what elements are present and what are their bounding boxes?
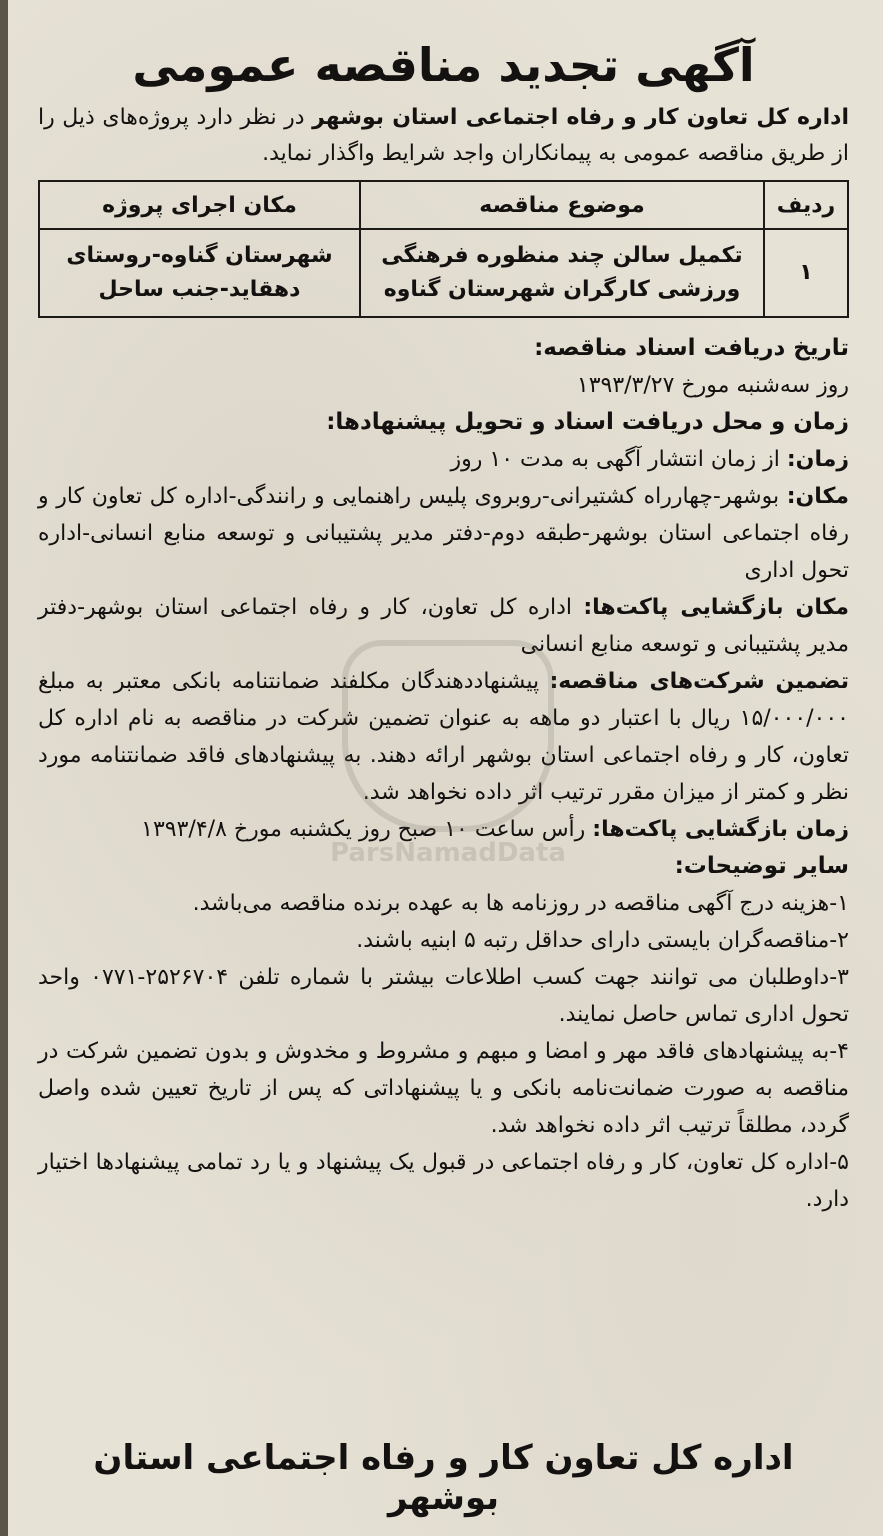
list-item: ۴-به پیشنهادهای فاقد مهر و امضا و مبهم و مشروط و مخدوش و بدون تضمین شرکت در مناقصه به صورت ضمانت‌نامه بانکی و یا پیشنهاداتی که پس از تاریخ تعیین شده واصل گردد، مطلقاً ترتیب اثر داده نخواهد شد. [38, 1039, 849, 1138]
list-item: ۱-هزینه درج آگهی مناقصه در روزنامه ها به عهده برنده مناقصه می‌باشد. [192, 891, 849, 916]
watermark-text: ParsNamadData [330, 838, 566, 868]
guarantee-label: تضمین شرکت‌های مناقصه: [549, 669, 849, 694]
list-item: ۲-مناقصه‌گران بایستی دارای حداقل رتبه ۵ ابنیه باشند. [356, 928, 849, 953]
intro-organization: اداره کل تعاون کار و رفاه اجتماعی استان بوشهر [312, 105, 849, 130]
opening-place-value: اداره کل تعاون، کار و رفاه اجتماعی استان بوشهر-دفتر مدیر پشتیبانی و توسعه منابع انسانی [38, 595, 849, 657]
intro-text: در نظر دارد پروژه‌های ذیل را از طریق مناقصه عمومی به پیمانکاران واجد شرایط واگذار نماید. [38, 105, 849, 166]
header-location: مکان اجرای پروژه [39, 181, 360, 229]
docs-date-value: روز سه‌شنبه مورخ ۱۳۹۳/۳/۲۷ [576, 373, 849, 398]
list-item: ۵-اداره کل تعاون، کار و رفاه اجتماعی در قبول یک پیشنهاد و یا رد تمامی پیشنهادها اختیار دارد. [38, 1150, 849, 1212]
opening-place-label: مکان بازگشایی پاکت‌ها: [583, 595, 849, 620]
opening-time-label: زمان بازگشایی پاکت‌ها: [592, 817, 849, 842]
delivery-place-label: مکان: [786, 484, 849, 509]
header-row-number: ردیف [764, 181, 848, 229]
list-item: ۳-داوطلبان می توانند جهت کسب اطلاعات بیشتر با شماره تلفن ۲۵۲۶۷۰۴-۰۷۷۱ واحد تحول اداری تماس حاصل نمایند. [38, 965, 849, 1027]
table-header-row [39, 181, 848, 229]
notes-section [38, 848, 849, 1218]
cell-row-number: ۱ [764, 229, 848, 317]
watermark-emblem-icon [342, 640, 554, 832]
delivery-heading: زمان و محل دریافت اسناد و تحویل پیشنهادها: [326, 409, 849, 435]
notes-heading: سایر توضیحات: [674, 853, 849, 879]
guarantee-value: پیشنهاددهندگان مکلفند ضمانتنامه بانکی معتبر به مبلغ ۱۵/۰۰۰/۰۰۰ ریال با اعتبار دو ماهه به عنوان تضمین شرکت در مناقصه به نام اداره کل تعاون، کار و رفاه اجتماعی استان بوشهر ارائه دهند. به پیشنهادهای فاقد ضمانتنامه مورد نظر و کمتر از میزان مقرر ترتیب اثر داده نخواهد شد. [38, 669, 849, 805]
cell-subject: تکمیل سالن چند منظوره فرهنگی ورزشی کارگران شهرستان گناوه [360, 229, 764, 317]
delivery-place-value: بوشهر-چهارراه کشتیرانی-روبروی پلیس راهنمایی و رانندگی-اداره کل تعاون کار و رفاه اجتماعی استان بوشهر-طبقه دوم-دفتر مدیر پشتیبانی و توسعه منابع انسانی-اداره تحول اداری [38, 484, 849, 583]
page-title: آگهی تجدید مناقصه عمومی [132, 38, 755, 92]
delivery-time [38, 441, 849, 478]
table-row [39, 229, 848, 317]
delivery-place [38, 478, 849, 589]
intro-paragraph [38, 100, 849, 172]
watermark-logo [268, 640, 628, 900]
delivery-time-value: از زمان انتشار آگهی به مدت ۱۰ روز [450, 447, 787, 472]
header-subject: موضوع مناقصه [360, 181, 764, 229]
delivery-time-label: زمان: [786, 447, 849, 472]
opening-time-value: رأس ساعت ۱۰ صبح روز یکشنبه مورخ ۱۳۹۳/۴/۸ [141, 817, 593, 842]
footer-signature: اداره کل تعاون کار و رفاه اجتماعی استان بوشهر [93, 1438, 794, 1518]
cell-location: شهرستان گناوه-روستای دهقاید-جنب ساحل [39, 229, 360, 317]
docs-date-heading: تاریخ دریافت اسناد مناقصه: [534, 335, 849, 361]
projects-table [38, 180, 849, 318]
